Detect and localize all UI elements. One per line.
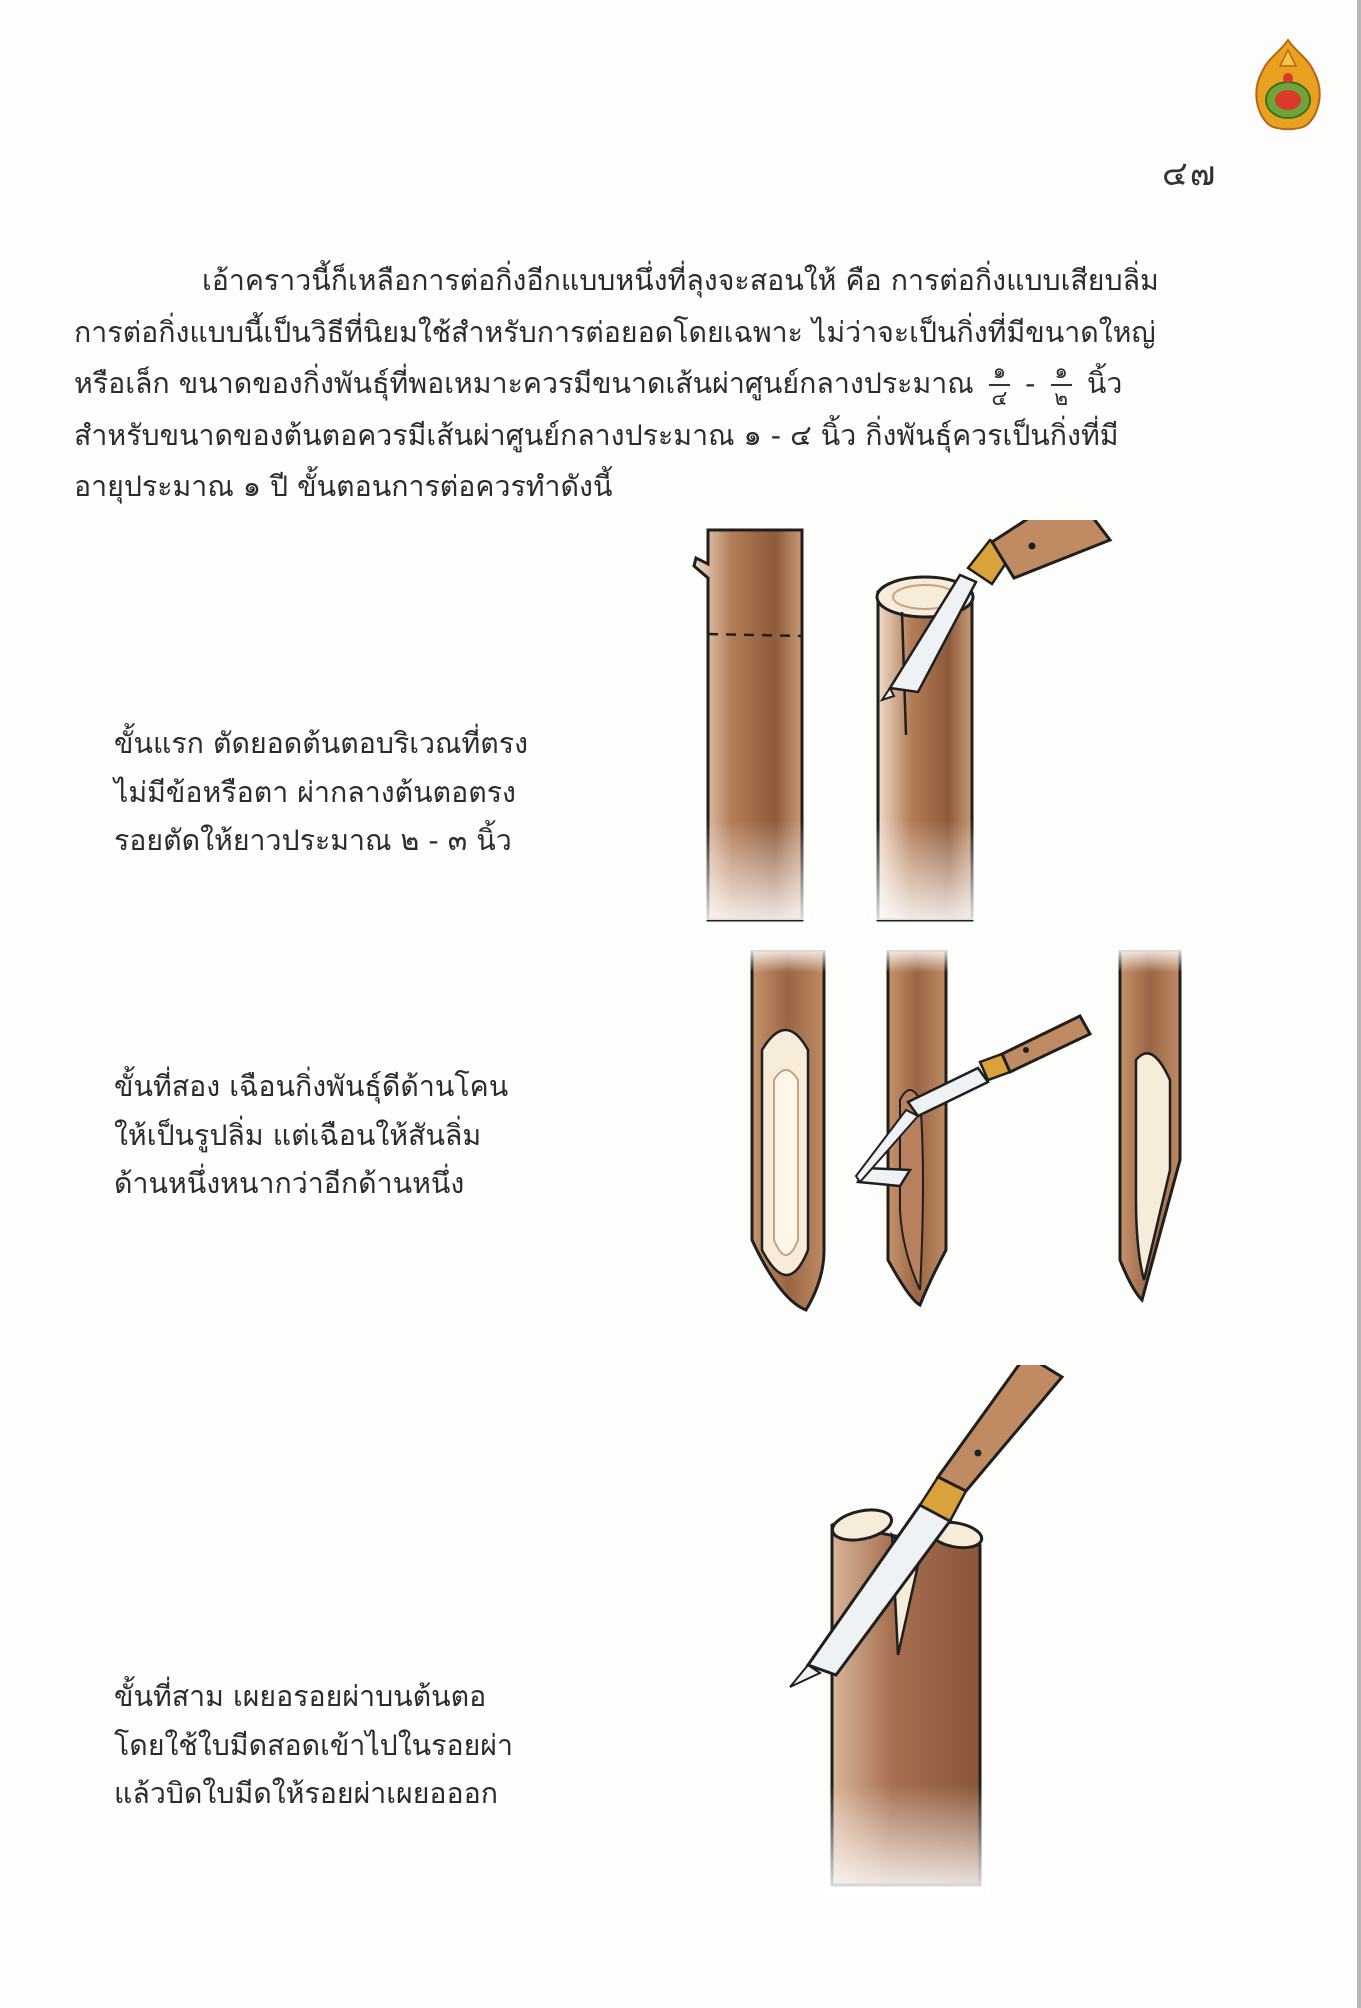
page-number: ๔๗ bbox=[1162, 154, 1218, 194]
scion-front-view bbox=[748, 950, 830, 1310]
rootstock-uncut bbox=[694, 530, 810, 920]
illustration-step-3 bbox=[780, 1365, 1090, 1895]
step-2-line-3: ด้านหนึ่งหนากว่าอีกด้านหนึ่ง bbox=[114, 1167, 465, 1200]
intro-line-1: เอ้าคราวนี้ก็เหลือการต่อกิ่งอีกแบบหนึ่งที่ลุงจะสอนให้ คือ การต่อกิ่งแบบเสียบลิ่ม bbox=[202, 264, 1159, 297]
illustration-step-1 bbox=[680, 520, 1130, 930]
scion-side-view bbox=[1116, 950, 1186, 1300]
step-2-line-1: ขั้นที่สอง เฉือนกิ่งพันธุ์ดีด้านโคน bbox=[114, 1070, 509, 1103]
intro-line-5: อายุประมาณ ๑ ปี ขั้นตอนการต่อควรทำดังนี้ bbox=[74, 470, 613, 503]
step-3-text bbox=[114, 1673, 513, 1819]
scion-being-cut bbox=[856, 950, 1090, 1305]
fraction-separator: - bbox=[1025, 367, 1036, 400]
fraction-denominator: ๒ bbox=[1054, 386, 1069, 410]
page-edge bbox=[1357, 0, 1361, 2008]
step-3-line-2: โดยใช้ใบมีดสอดเข้าไปในรอยผ่า bbox=[114, 1728, 513, 1762]
step-2-line-2: ให้เป็นรูปลิ่ม แต่เฉือนให้สันลิ่ม bbox=[114, 1118, 482, 1152]
intro-line-3-wrap bbox=[74, 358, 1214, 410]
intro-paragraph bbox=[74, 255, 1214, 513]
intro-line-4: สำหรับขนาดของต้นตอควรมีเส้นผ่าศูนย์กลางประมาณ ๑ - ๔ นิ้ว กิ่งพันธุ์ควรเป็นกิ่งที่มี bbox=[74, 418, 1119, 452]
school-emblem-icon bbox=[1250, 38, 1326, 134]
rootstock-split bbox=[870, 577, 980, 920]
intro-line-3: หรือเล็ก ขนาดของกิ่งพันธุ์ที่พอเหมาะควรมีขนาดเส้นผ่าศูนย์กลางประมาณ bbox=[74, 367, 974, 400]
step-1-text bbox=[114, 720, 528, 866]
fraction-numerator: ๑ bbox=[1051, 361, 1072, 386]
step-1-line-3: รอยตัดให้ยาวประมาณ ๒ - ๓ นิ้ว bbox=[114, 824, 512, 857]
step-1-line-1: ขั้นแรก ตัดยอดต้นตอบริเวณที่ตรง bbox=[114, 727, 529, 760]
step-2-text bbox=[114, 1063, 508, 1209]
fraction-denominator: ๔ bbox=[991, 386, 1008, 410]
illustration-step-2 bbox=[740, 950, 1210, 1330]
fraction-one-half bbox=[1051, 361, 1072, 409]
fraction-one-quarter bbox=[989, 361, 1010, 409]
unit-inch: นิ้ว bbox=[1086, 367, 1123, 400]
step-3-line-1: ขั้นที่สาม เผยอรอยผ่าบนต้นตอ bbox=[114, 1680, 487, 1713]
step-3-line-3: แล้วบิดใบมีดให้รอยผ่าเผยอออก bbox=[114, 1777, 499, 1810]
intro-line-2: การต่อกิ่งแบบนี้เป็นวิธีที่นิยมใช้สำหรับการต่อยอดโดยเฉพาะ ไม่ว่าจะเป็นกิ่งที่มีขนาดใหญ่ bbox=[74, 315, 1156, 349]
fraction-numerator: ๑ bbox=[989, 361, 1010, 386]
step-1-line-2: ไม่มีข้อหรือตา ผ่ากลางต้นตอตรง bbox=[114, 775, 516, 809]
